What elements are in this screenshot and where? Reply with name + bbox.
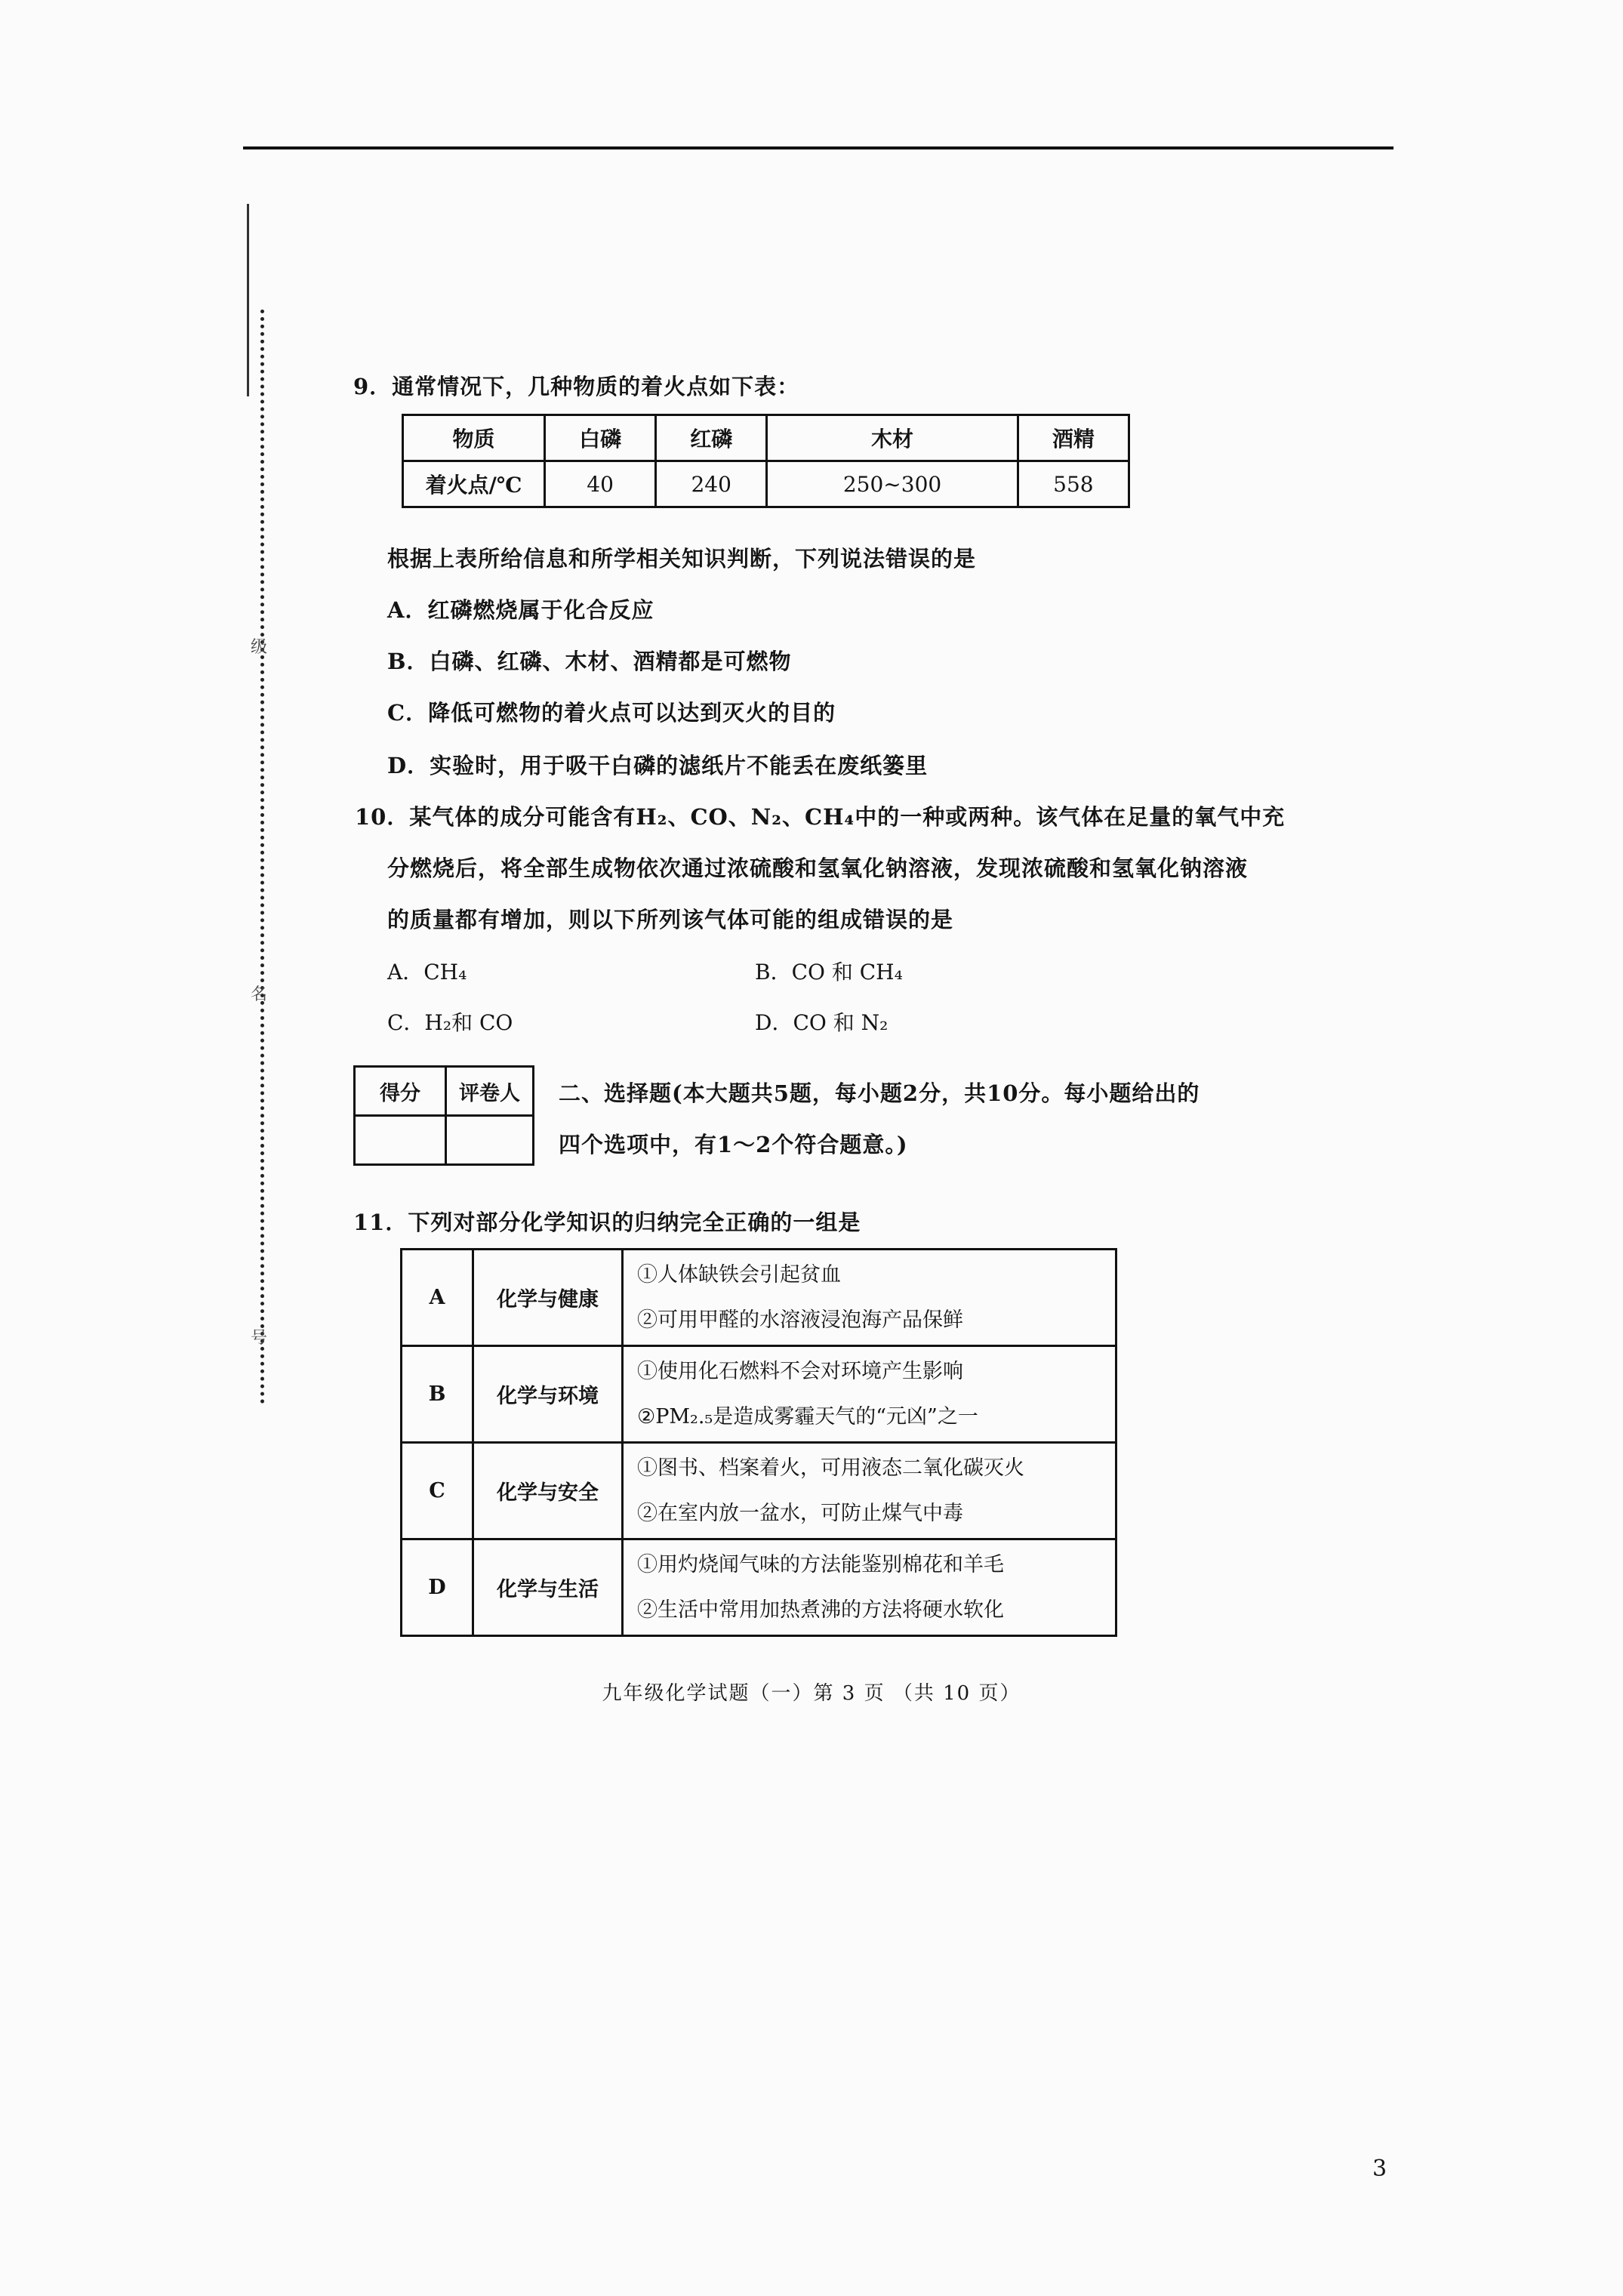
- grader-field[interactable]: [446, 1116, 534, 1165]
- q9-option-a: A．红磷燃烧属于化合反应: [387, 597, 654, 623]
- table-cell: 酒精: [1018, 415, 1129, 461]
- table-cell: 240: [656, 461, 767, 507]
- table-cell: 40: [545, 461, 656, 507]
- q10-stem-line1: 10．某气体的成分可能含有H₂、CO、N₂、CH₄中的一种或两种。该气体在足量的氧气中充: [355, 804, 1286, 830]
- statement-1: ①使用化石燃料不会对环境产生影响: [637, 1359, 963, 1383]
- grader-label: 评卷人: [446, 1067, 534, 1116]
- row-statements: [623, 1250, 1116, 1346]
- score-box: [353, 1065, 534, 1166]
- row-statements: [623, 1539, 1116, 1636]
- row-statements: [623, 1443, 1116, 1539]
- statement-1: ①图书、档案着火，可用液态二氧化碳灭火: [637, 1456, 1024, 1480]
- row-topic: 化学与健康: [473, 1250, 623, 1346]
- margin-mark-class: 级: [251, 638, 268, 657]
- q10-stem-line3: 的质量都有增加，则以下所列该气体可能的组成错误的是: [387, 907, 954, 932]
- top-rule: [243, 146, 1394, 149]
- table-cell: 250~300: [767, 461, 1018, 507]
- score-field[interactable]: [355, 1116, 446, 1165]
- statement-1: ①用灼烧闻气味的方法能鉴别棉花和羊毛: [637, 1552, 1004, 1576]
- q11-table: [400, 1248, 1117, 1637]
- table-row: [403, 415, 1129, 461]
- row-topic: 化学与环境: [473, 1346, 623, 1443]
- section2-heading-line1: 二、选择题(本大题共5题，每小题2分，共10分。每小题给出的: [559, 1080, 1200, 1106]
- section2-heading-line2: 四个选项中，有1～2个符合题意。): [559, 1132, 908, 1157]
- row-topic: 化学与生活: [473, 1539, 623, 1636]
- score-label: 得分: [355, 1067, 446, 1116]
- q10-option-b: B．CO 和 CH₄: [755, 960, 903, 985]
- binding-line: [247, 204, 249, 396]
- margin-mark-name: 名: [251, 985, 268, 1004]
- table-row: [355, 1067, 534, 1116]
- page-footer: 九年级化学试题（一）第 3 页 （共 10 页）: [602, 1682, 1021, 1705]
- binding-dotted-line: [260, 310, 264, 1404]
- statement-2: ②PM₂.₅是造成雾霾天气的“元凶”之一: [637, 1404, 978, 1428]
- table-cell: 着火点/℃: [403, 461, 545, 507]
- table-row: [355, 1116, 534, 1165]
- table-row: [403, 461, 1129, 507]
- table-row: [402, 1346, 1116, 1443]
- row-letter: D: [402, 1539, 473, 1636]
- q10-stem-line2: 分燃烧后，将全部生成物依次通过浓硫酸和氢氧化钠溶液，发现浓硫酸和氢氧化钠溶液: [387, 855, 1249, 881]
- row-letter: C: [402, 1443, 473, 1539]
- statement-2: ②生活中常用加热煮沸的方法将硬水软化: [637, 1598, 1004, 1622]
- q11-stem: 11．下列对部分化学知识的归纳完全正确的一组是: [353, 1210, 861, 1235]
- row-topic: 化学与安全: [473, 1443, 623, 1539]
- statement-1: ①人体缺铁会引起贫血: [637, 1262, 841, 1287]
- margin-mark-number: 号: [251, 1329, 268, 1348]
- q10-option-a: A．CH₄: [387, 960, 467, 985]
- q9-stem: 9．通常情况下，几种物质的着火点如下表：: [353, 374, 800, 399]
- table-cell: 木材: [767, 415, 1018, 461]
- table-row: [402, 1443, 1116, 1539]
- statement-2: ②在室内放一盆水，可防止煤气中毒: [637, 1501, 963, 1525]
- ignition-point-table: [402, 414, 1130, 508]
- row-statements: [623, 1346, 1116, 1443]
- row-letter: A: [402, 1250, 473, 1346]
- table-row: [402, 1539, 1116, 1636]
- q9-prompt: 根据上表所给信息和所学相关知识判断，下列说法错误的是: [387, 546, 977, 572]
- q10-option-c: C．H₂和 CO: [387, 1010, 513, 1035]
- table-cell: 558: [1018, 461, 1129, 507]
- q9-option-b: B．白磷、红磷、木材、酒精都是可燃物: [387, 649, 792, 674]
- table-row: [402, 1250, 1116, 1346]
- row-letter: B: [402, 1346, 473, 1443]
- q10-option-d: D．CO 和 N₂: [755, 1010, 888, 1035]
- q9-option-c: C．降低可燃物的着火点可以达到灭火的目的: [387, 700, 836, 726]
- table-cell: 红磷: [656, 415, 767, 461]
- table-cell: 白磷: [545, 415, 656, 461]
- statement-2: ②可用甲醛的水溶液浸泡海产品保鲜: [637, 1308, 963, 1332]
- table-cell: 物质: [403, 415, 545, 461]
- page-number: 3: [1372, 2156, 1387, 2182]
- q9-option-d: D．实验时，用于吸干白磷的滤纸片不能丢在废纸篓里: [387, 753, 929, 778]
